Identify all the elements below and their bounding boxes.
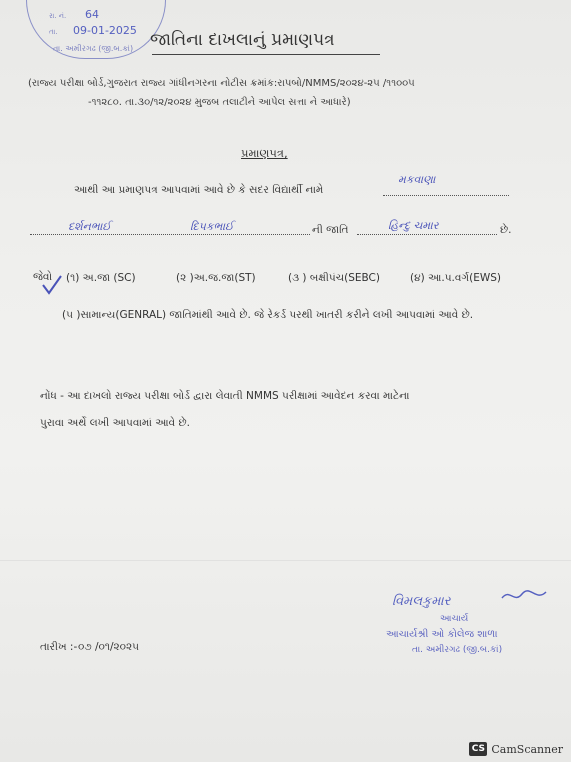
- signature: વિમલકુમાર: [392, 594, 451, 609]
- office-stamp: [26, 0, 166, 59]
- check-icon: [40, 273, 64, 297]
- date-value: ૦૭ /૦૧/૨૦૨૫: [78, 641, 140, 653]
- paper-fold: [0, 560, 571, 561]
- title-underline: [152, 54, 380, 55]
- line-end-che: છે.: [500, 224, 512, 236]
- general-line: (૫ )સામાન્ય(GENRAL) જાતિમાંથી આવે છે. જે રેકર્ડ પરથી ખાતરી કરીને લખી આપવામાં આવે છે.: [62, 309, 474, 321]
- caste-blank: [357, 234, 497, 235]
- note-line-2: પુરાવા અર્થે લખી આપવામાં આવે છે.: [40, 417, 190, 429]
- caste-label: ની જાતિ: [312, 224, 349, 236]
- surname-blank: [383, 195, 509, 196]
- option-sc: (૧) અ.જા (SC): [66, 272, 136, 284]
- father-name-handwritten: દિપકભાઈ: [190, 220, 234, 233]
- camscanner-text: CamScanner: [491, 742, 563, 756]
- certificate-heading: પ્રમાણપત્ર,: [241, 146, 288, 160]
- document-title: જાતિના દાખલાનું પ્રમાણપત્ર: [150, 30, 335, 50]
- stamp-number: 64: [85, 8, 99, 21]
- camscanner-watermark: [469, 742, 563, 756]
- camscanner-logo-icon: CS: [469, 742, 487, 756]
- subtitle-line-1: (રાજ્ય પરીક્ષા બોર્ડ,ગુજરાત રાજ્ય ગાંધીનગરના નોટીસ ક્રમાંક:રાપબો/NMMS/૨૦૨૪-૨૫ /૧૧૦૦૫: [28, 78, 415, 89]
- option-sebc: (૩ ) બક્ષીપંચ(SEBC): [288, 272, 380, 284]
- date-label: તારીખ :-: [40, 641, 78, 653]
- sign-role: આચાર્ય: [440, 614, 469, 624]
- subtitle-line-2: -૧૧૨૮૦. તા.૩૦/૧૨/૨૦૨૪ મુજબ તલાટીને આપેલ સત્તા ને આધારે): [88, 97, 351, 108]
- caste-handwritten: હિન્દુ ચમાર: [388, 219, 439, 232]
- surname-handwritten: મકવાણા: [398, 173, 436, 186]
- sign-school: આચાર્યશ્રી ઓ કોલેજ શાળા: [386, 629, 498, 640]
- option-st: (૨ )અ.જ.જા(ST): [176, 272, 256, 284]
- stamp-date: 09-01-2025: [73, 24, 137, 37]
- jevo-label: જેવો: [33, 271, 53, 283]
- intro-text: આથી આ પ્રમાણપત્ર આપવામાં આવે છે કે સદર વિદ્યાર્થી નામે: [74, 184, 324, 196]
- stamp-label-2: તા.: [49, 28, 58, 36]
- name-blank: [30, 234, 310, 235]
- stamp-label-1: રા. નં.: [49, 12, 67, 20]
- note-line-1: નોંધ - આ દાખલો રાજ્ય પરીક્ષા બોર્ડ દ્વારા લેવાતી NMMS પરીક્ષામાં આવેદન કરવા માટેના: [40, 390, 410, 402]
- option-ews: (૪) આ.પ.વર્ગ(EWS): [410, 272, 501, 284]
- signature-flourish: [500, 586, 548, 606]
- first-name-handwritten: દર્શનભાઈ: [68, 220, 111, 233]
- sign-place: તા. અમીરગઢ (જી.બ.કાં): [412, 645, 503, 655]
- stamp-village: તા. અમીરગઢ (જી.બ.કાં): [53, 44, 134, 53]
